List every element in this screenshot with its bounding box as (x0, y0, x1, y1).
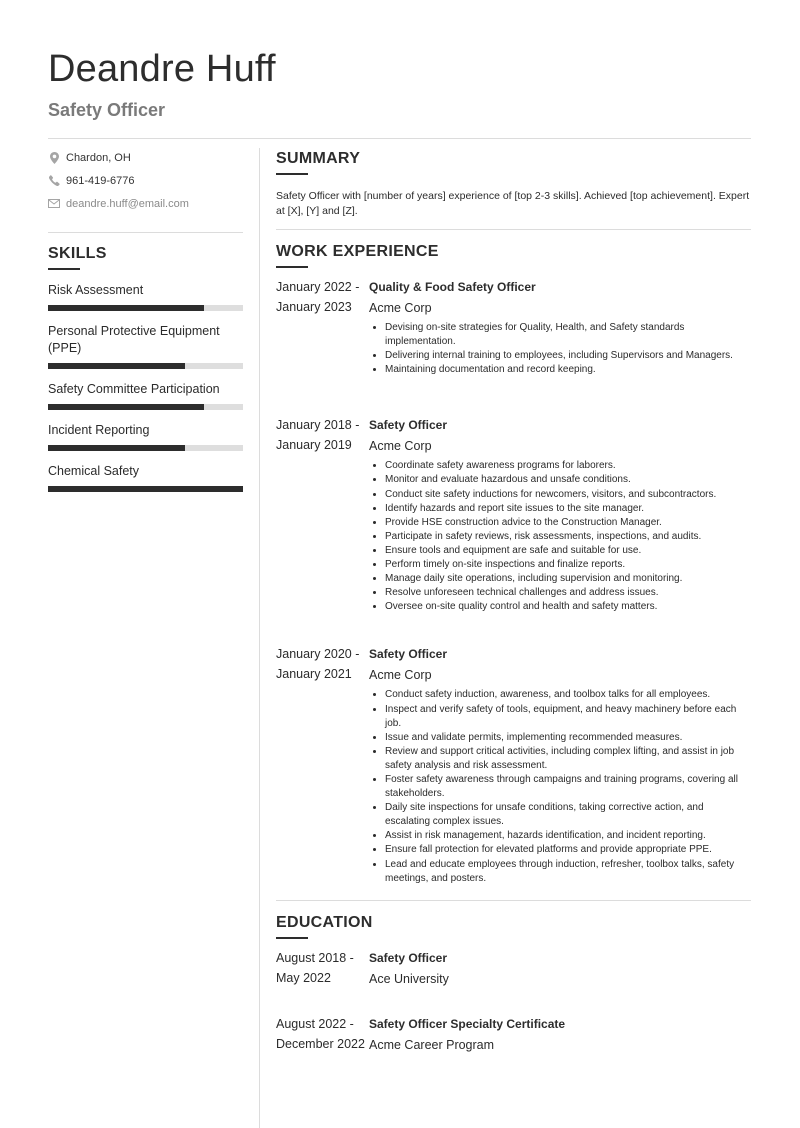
skill-level-fill (48, 486, 243, 492)
skills-heading: SKILLS (48, 245, 107, 262)
phone-text: 961-419-6776 (66, 174, 135, 187)
skill-level-bar (48, 363, 243, 369)
skill-item (48, 323, 243, 369)
date-end: January 2023 (276, 300, 352, 314)
skills-heading-underline (48, 268, 80, 270)
date-end: January 2019 (276, 438, 352, 453)
skill-name: Risk Assessment (48, 283, 144, 297)
education-date (276, 1014, 369, 1056)
work-bullet: • Ensure tools and equipment are safe and suitable for use. (385, 544, 751, 558)
education-date (276, 948, 369, 990)
contact-email (48, 192, 243, 215)
education-school: Acme Career Program (369, 1037, 495, 1052)
work-bullet: • Provide HSE construction advice to the Construction Manager. (385, 516, 751, 530)
skill-name: Chemical Safety (48, 464, 140, 478)
date-end: May 2022 (276, 970, 331, 985)
work-heading-underline (276, 266, 308, 268)
skill-name: Personal Protective Equipment (PPE) (48, 324, 220, 355)
skill-name: Safety Committee Participation (48, 382, 220, 396)
summary-text: Safety Officer with [number of years] experience of [top 2-3 skills]. Achieved [top achievement]. Expert at [X], [Y] and [Z]. (276, 190, 750, 217)
work-bullet: • Conduct safety induction, awareness, and toolbox talks for all employees. (385, 688, 751, 702)
skill-level-bar (48, 445, 243, 451)
work-company: Acme Corp (369, 439, 432, 454)
summary-divider (276, 229, 751, 230)
summary-heading-underline (276, 173, 308, 175)
work-bullet: • Perform timely on-site inspections and finalize reports. (385, 558, 751, 572)
education-entry (276, 1014, 751, 1056)
skill-item (48, 282, 243, 311)
date-start: August 2022 - (276, 1016, 354, 1031)
right-column (276, 150, 751, 1056)
work-date (276, 644, 369, 686)
work-bullet: • Devising on-site strategies for Quality, Health, and Safety standards implementation. (385, 321, 751, 349)
skill-item (48, 422, 243, 451)
skill-level-fill (48, 363, 185, 369)
candidate-name: Deandre Huff (48, 48, 276, 90)
work-entry-body (369, 277, 751, 319)
date-start: August 2018 - (276, 950, 354, 965)
education-heading-underline (276, 937, 308, 939)
skill-item (48, 381, 243, 410)
skill-level-bar (48, 305, 243, 311)
work-date (276, 415, 369, 457)
work-bullet: • Oversee on-site quality control and health and safety matters. (385, 600, 751, 614)
work-bullet: • Identify hazards and report site issues to the site manager. (385, 502, 751, 516)
work-role: Safety Officer (369, 647, 448, 662)
job-title: Safety Officer (48, 100, 166, 120)
work-date (276, 277, 369, 319)
skill-name: Incident Reporting (48, 423, 150, 437)
skill-level-bar (48, 486, 243, 492)
date-start: January 2022 - (276, 280, 360, 294)
work-role: Safety Officer (369, 418, 448, 433)
envelope-icon (48, 198, 60, 210)
education-list (276, 948, 751, 1056)
work-bullet: • Maintaining documentation and record keeping. (385, 363, 751, 377)
work-bullets (369, 459, 751, 614)
education-entry-body (369, 1014, 751, 1056)
summary-heading: SUMMARY (276, 150, 361, 167)
work-bullet: • Resolve unforeseen technical challenges and address issues. (385, 586, 751, 600)
date-start: January 2020 - (276, 647, 360, 662)
work-entry (276, 277, 751, 319)
work-company: Acme Corp (369, 301, 432, 315)
education-entry (276, 948, 751, 990)
work-bullet: • Monitor and evaluate hazardous and unsafe conditions. (385, 473, 751, 487)
work-bullet: • Delivering internal training to employees, including Supervisors and Managers. (385, 349, 751, 363)
work-bullet: • Conduct site safety inductions for newcomers, visitors, and subcontractors. (385, 488, 751, 502)
date-end: December 2022 (276, 1036, 365, 1051)
header-divider (48, 138, 751, 139)
map-pin-icon (48, 152, 60, 164)
work-bullet: • Foster safety awareness through campaigns and training programs, covering all stakeholders. (385, 773, 751, 801)
date-start: January 2018 - (276, 418, 360, 433)
education-entry-body (369, 948, 751, 990)
work-bullet: • Coordinate safety awareness programs for laborers. (385, 459, 751, 473)
education-heading: EDUCATION (276, 913, 373, 931)
work-bullet: • Ensure fall protection for elevated platforms and provide appropriate PPE. (385, 843, 751, 857)
work-divider (276, 900, 751, 901)
education-degree: Safety Officer Specialty Certificate (369, 1016, 566, 1031)
work-bullet: • Assist in risk management, hazards identification, and incident reporting. (385, 829, 751, 843)
work-bullet: • Issue and validate permits, implementing recommended measures. (385, 731, 751, 745)
work-list (276, 277, 751, 886)
work-entry-body (369, 415, 751, 457)
work-bullet: • Manage daily site operations, including supervision and monitoring. (385, 572, 751, 586)
work-bullet: • Review and support critical activities, including complex lifting, and assist in job safety analysis and risk assessment. (385, 745, 751, 773)
work-entry-body (369, 644, 751, 686)
column-divider (259, 148, 260, 1128)
skill-level-fill (48, 305, 204, 311)
location-text: Chardon, OH (66, 151, 131, 164)
work-role: Quality & Food Safety Officer (369, 280, 536, 294)
skill-item (48, 463, 243, 492)
skills-list (48, 282, 243, 492)
skill-level-bar (48, 404, 243, 410)
email-link[interactable]: deandre.huff@email.com (66, 197, 189, 210)
education-degree: Safety Officer (369, 950, 448, 965)
phone-icon (48, 175, 60, 187)
work-entry (276, 644, 751, 686)
work-bullet: • Participate in safety reviews, risk assessments, inspections, and audits. (385, 530, 751, 544)
work-heading: WORK EXPERIENCE (276, 243, 439, 260)
work-bullets (369, 321, 751, 377)
contact-location (48, 146, 243, 169)
left-column (48, 146, 243, 492)
date-end: January 2021 (276, 667, 352, 682)
skill-level-fill (48, 445, 185, 451)
work-bullet: • Daily site inspections for unsafe conditions, taking corrective action, and escalating complex issues. (385, 801, 751, 829)
contact-phone (48, 169, 243, 192)
skill-level-fill (48, 404, 204, 410)
work-entry (276, 415, 751, 457)
work-bullet: • Inspect and verify safety of tools, equipment, and heavy machinery before each job. (385, 703, 751, 731)
education-school: Ace University (369, 971, 449, 986)
work-company: Acme Corp (369, 668, 432, 683)
work-bullets (369, 688, 751, 885)
contact-divider (48, 232, 243, 233)
work-bullet: • Lead and educate employees through induction, refresher, toolbox talks, safety meetings, and posters. (385, 858, 751, 886)
